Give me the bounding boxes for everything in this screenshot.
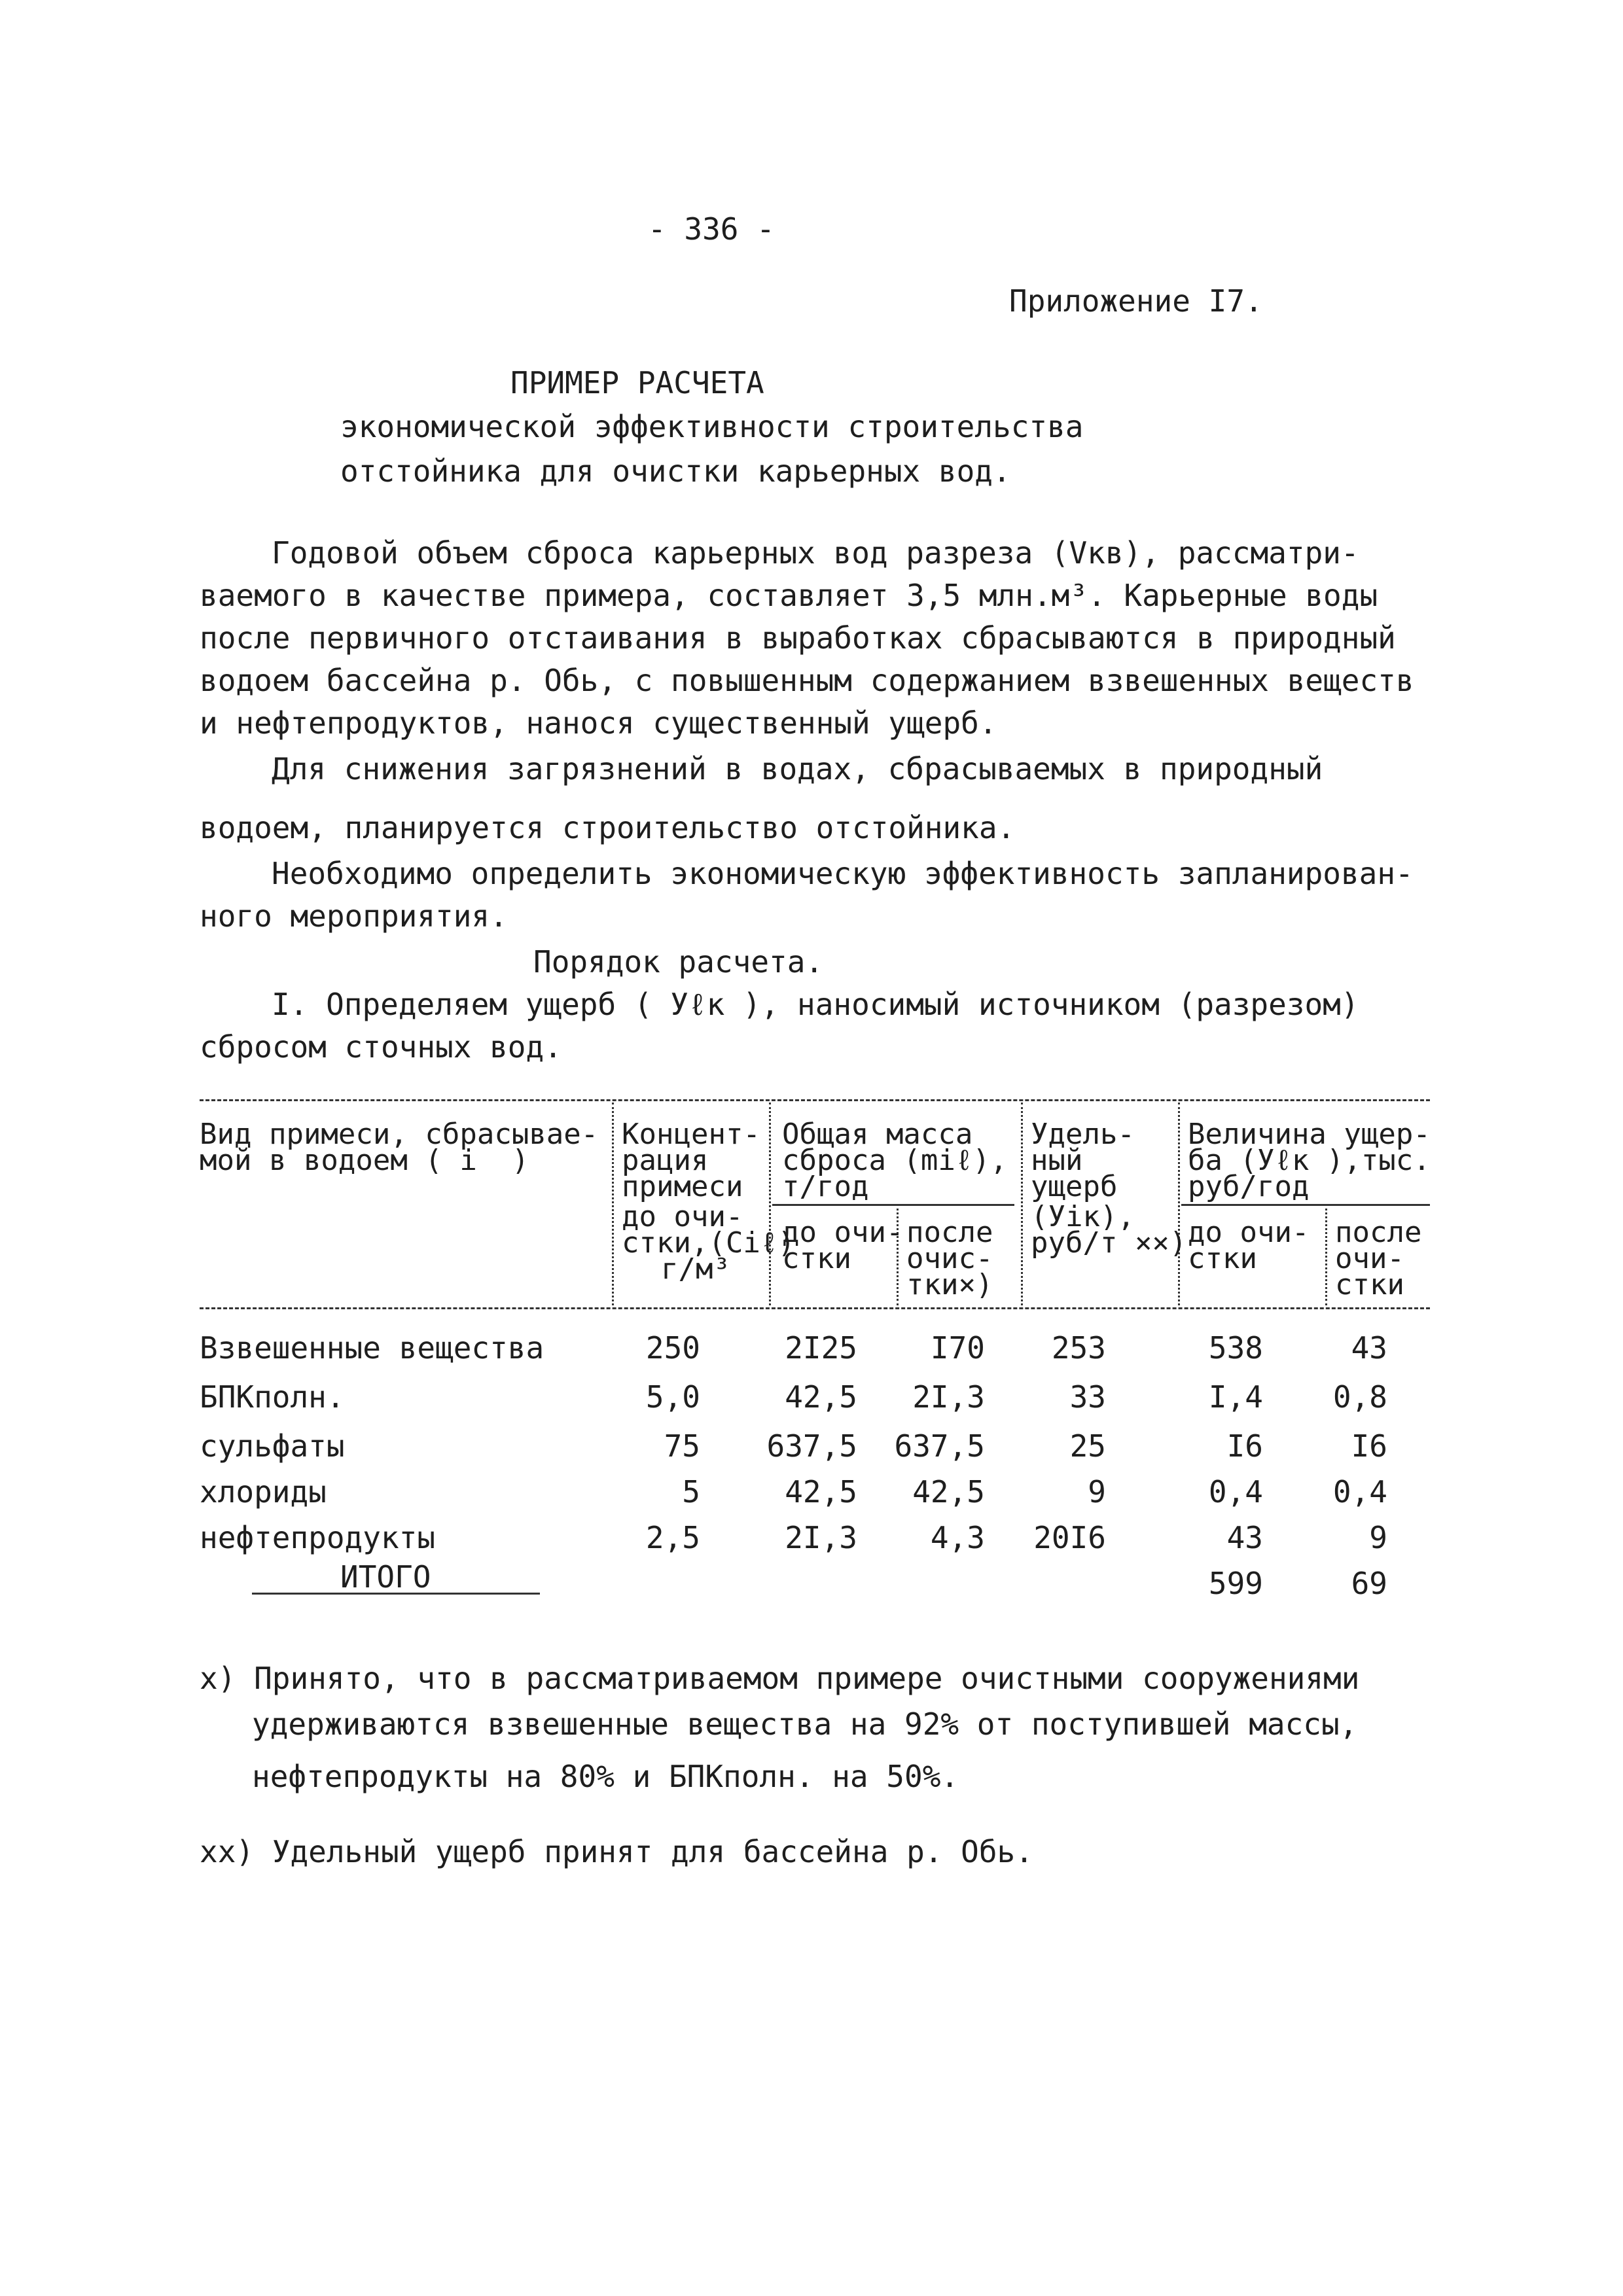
row-mass-before: 2I25 bbox=[785, 1330, 857, 1366]
row-dmg-after: 43 bbox=[1351, 1330, 1387, 1366]
total-dmg-before: 599 bbox=[1208, 1566, 1263, 1601]
footnote1-line3: нефтепродукты на 80% и БПКполн. на 50%. bbox=[252, 1759, 959, 1794]
header-mass-before-line1: до очи- bbox=[782, 1216, 904, 1249]
row-mass-after: I70 bbox=[930, 1330, 985, 1366]
row-specific: 253 bbox=[1051, 1330, 1106, 1366]
total-dmg-after: 69 bbox=[1351, 1566, 1387, 1601]
para1-line3: после первичного отстаивания в выработках сбрасываются в природный bbox=[200, 620, 1396, 656]
col-separator bbox=[1325, 1204, 1327, 1305]
row-dmg-after: 9 bbox=[1369, 1520, 1387, 1555]
row-dmg-before: I,4 bbox=[1208, 1379, 1263, 1415]
step1-line2: сбросом сточных вод. bbox=[200, 1029, 562, 1065]
para1-line2: ваемого в качестве примера, составляет 3,5 млн.м³. Карьерные воды bbox=[200, 578, 1378, 613]
row-dmg-before: 43 bbox=[1226, 1520, 1263, 1555]
col-separator bbox=[769, 1103, 771, 1305]
para1-line4: водоем бассейна р. Обь, с повышенным содержанием взвешенных веществ bbox=[200, 663, 1414, 698]
row-dmg-before: 538 bbox=[1208, 1330, 1263, 1366]
title-line-2: экономической эффективности строительства bbox=[340, 409, 1084, 444]
header-damage-after-line1: после bbox=[1335, 1216, 1422, 1249]
header-col1-line1: Вид примеси, сбрасывае- bbox=[200, 1118, 599, 1151]
col-separator bbox=[612, 1103, 614, 1305]
para1-line5: и нефтепродуктов, нанося существенный ущерб. bbox=[200, 705, 997, 741]
header-specific-line2: ный bbox=[1031, 1144, 1083, 1177]
header-specific-line3: ущерб bbox=[1031, 1170, 1118, 1203]
row-mass-before: 2I,3 bbox=[785, 1520, 857, 1555]
row-mass-before: 42,5 bbox=[785, 1474, 857, 1510]
header-col1-line2: мой в водоем ( i ) bbox=[200, 1144, 529, 1177]
row-mass-after: 42,5 bbox=[912, 1474, 985, 1510]
row-mass-before: 637,5 bbox=[766, 1428, 857, 1464]
header-col2-line5: стки,(Ciℓ) bbox=[622, 1226, 795, 1260]
page-number: - 336 - bbox=[648, 211, 775, 247]
appendix-label: Приложение I7. bbox=[1009, 283, 1263, 319]
row-conc: 250 bbox=[645, 1330, 700, 1366]
header-damage-line3: руб/год bbox=[1188, 1170, 1310, 1203]
table-top-rule bbox=[200, 1099, 1430, 1101]
para3-line2: ного мероприятия. bbox=[200, 898, 508, 934]
col-separator bbox=[1021, 1103, 1023, 1305]
title-line-3: отстойника для очистки карьерных вод. bbox=[340, 453, 1011, 489]
footnote2: хх) Удельный ущерб принят для бассейна р. Обь. bbox=[200, 1834, 1033, 1869]
header-specific-line4: (Уiк), bbox=[1031, 1200, 1135, 1233]
header-mass-after-line1: после bbox=[906, 1216, 993, 1249]
header-col2-line4: до очи- bbox=[622, 1200, 743, 1233]
total-label: ИТОГО bbox=[340, 1559, 431, 1595]
header-col2-line2: рация bbox=[622, 1144, 709, 1177]
header-damage-before-line1: до очи- bbox=[1188, 1216, 1310, 1249]
col-separator bbox=[1178, 1103, 1180, 1305]
row-name: нефтепродукты bbox=[200, 1520, 436, 1555]
header-mass-after-line2: очис- bbox=[906, 1242, 993, 1275]
row-dmg-after: I6 bbox=[1351, 1428, 1387, 1464]
total-underline bbox=[252, 1593, 540, 1595]
header-mass-line2: сброса (miℓ), bbox=[782, 1144, 1008, 1177]
row-mass-after: 637,5 bbox=[894, 1428, 985, 1464]
header-mass-line3: т/год bbox=[782, 1170, 869, 1203]
para3-line1: Необходимо определить экономическую эффективность запланирован- bbox=[272, 856, 1414, 891]
table-header-bottom-rule bbox=[200, 1307, 1430, 1309]
row-name: БПКполн. bbox=[200, 1379, 345, 1415]
row-conc: 75 bbox=[664, 1428, 700, 1464]
row-mass-after: 4,3 bbox=[930, 1520, 985, 1555]
header-damage-line1: Величина ущер- bbox=[1188, 1118, 1431, 1151]
damage-group-underline bbox=[1181, 1204, 1430, 1206]
row-dmg-before: 0,4 bbox=[1208, 1474, 1263, 1510]
header-mass-after-line3: тки×) bbox=[906, 1268, 993, 1301]
footnote1-line2: удерживаются взвешенные вещества на 92% от поступившей массы, bbox=[252, 1706, 1358, 1742]
row-name: Взвешенные вещества bbox=[200, 1330, 544, 1366]
header-specific-line1: Удель- bbox=[1031, 1118, 1135, 1151]
header-damage-line2: ба (Уℓк ),тыс. bbox=[1188, 1144, 1431, 1177]
row-mass-after: 2I,3 bbox=[912, 1379, 985, 1415]
header-damage-after-line3: стки bbox=[1335, 1268, 1404, 1301]
header-mass-before-line2: стки bbox=[782, 1242, 851, 1275]
procedure-title: Порядок расчета. bbox=[533, 944, 824, 980]
para1-line1: Годовой объем сброса карьерных вод разреза (Vкв), рассматри- bbox=[272, 535, 1359, 571]
row-specific: 33 bbox=[1069, 1379, 1106, 1415]
step1-line1: I. Определяем ущерб ( Уℓк ), наносимый источником (разрезом) bbox=[272, 987, 1359, 1022]
header-damage-after-line2: очи- bbox=[1335, 1242, 1404, 1275]
header-mass-line1: Общая масса bbox=[782, 1118, 973, 1151]
row-dmg-after: 0,4 bbox=[1332, 1474, 1387, 1510]
header-col2-line1: Концент- bbox=[622, 1118, 760, 1151]
row-name: сульфаты bbox=[200, 1428, 345, 1464]
header-damage-before-line2: стки bbox=[1188, 1242, 1257, 1275]
row-specific: 20I6 bbox=[1033, 1520, 1106, 1555]
row-conc: 2,5 bbox=[645, 1520, 700, 1555]
row-specific: 9 bbox=[1088, 1474, 1106, 1510]
header-specific-line5: руб/т ××) bbox=[1031, 1226, 1187, 1260]
para2-line2: водоем, планируется строительство отстойника. bbox=[200, 810, 1016, 845]
title-line-1: ПРИМЕР РАСЧЕТА bbox=[510, 365, 764, 400]
header-col2-line3: примеси bbox=[622, 1170, 743, 1203]
mass-group-underline bbox=[772, 1204, 1014, 1206]
row-specific: 25 bbox=[1069, 1428, 1106, 1464]
row-name: хлориды bbox=[200, 1474, 327, 1510]
para2-line1: Для снижения загрязнений в водах, сбрасываемых в природный bbox=[272, 751, 1323, 786]
row-conc: 5,0 bbox=[645, 1379, 700, 1415]
row-dmg-before: I6 bbox=[1226, 1428, 1263, 1464]
row-mass-before: 42,5 bbox=[785, 1379, 857, 1415]
footnote1-line1: х) Принято, что в рассматриваемом примере очистными сооружениями bbox=[200, 1661, 1360, 1696]
row-conc: 5 bbox=[682, 1474, 700, 1510]
header-col2-line6: г/м³ bbox=[661, 1252, 730, 1286]
row-dmg-after: 0,8 bbox=[1332, 1379, 1387, 1415]
